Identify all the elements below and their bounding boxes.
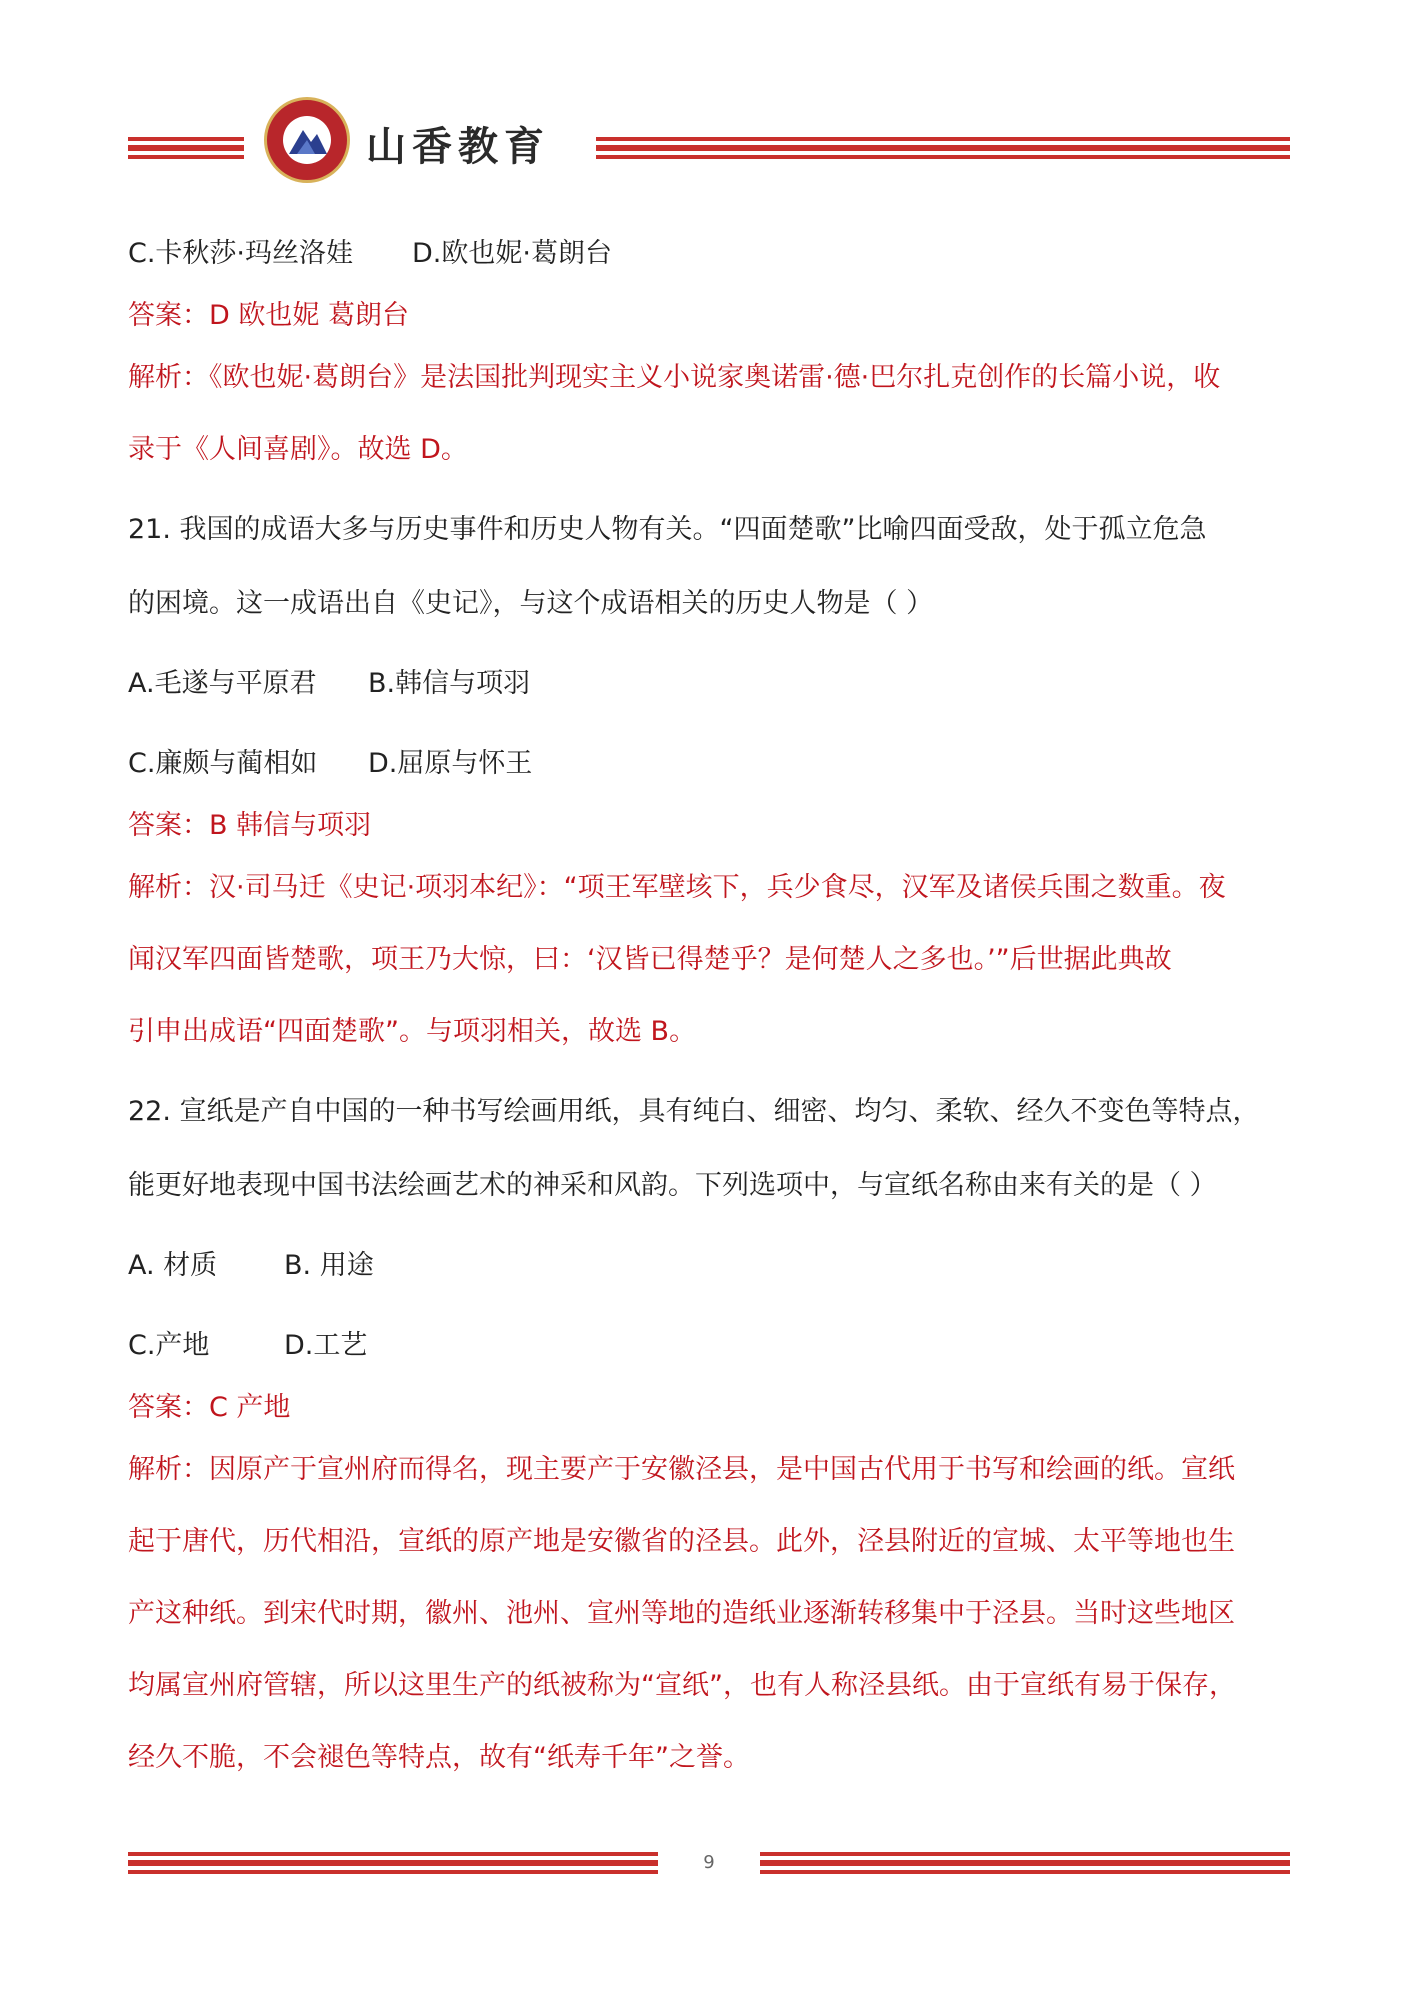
footer-stripes-left (128, 1852, 658, 1878)
page-content (128, 222, 1290, 1778)
q20-explanation-line-1: 解析：《欧也妮·葛朗台》是法国批判现实主义小说家奥诺雷·德·巴尔扎克创作的长篇小说，收 (128, 362, 1221, 393)
header-stripes-left (128, 137, 244, 163)
q22-explanation-line-4: 均属宣州府管辖，所以这里生产的纸被称为“宣纸”，也有人称泾县纸。由于宣纸有易于保存， (128, 1670, 1236, 1701)
q22-explanation-line-1: 解析：因原产于宣州府而得名，现主要产于安徽泾县，是中国古代用于书写和绘画的纸。宣纸 (128, 1454, 1235, 1485)
q20-explanation-line-2: 录于《人间喜剧》。故选 D。 (128, 434, 468, 465)
q20-options-cd (128, 234, 1290, 274)
brand-seal-logo (264, 97, 350, 183)
brand-name: 山香教育 (366, 123, 550, 170)
q21-question-line-2: 的困境。这一成语出自《史记》，与这个成语相关的历史人物是（ ） (128, 588, 934, 619)
page-header (128, 95, 1290, 185)
q20-option-c: C.卡秋莎·玛丝洛娃 (128, 238, 354, 269)
q20-answer: 答案：D 欧也妮 葛朗台 (128, 300, 409, 331)
q21-answer: 答案：B 韩信与项羽 (128, 810, 372, 841)
header-stripes-right (596, 137, 1290, 163)
q22-answer: 答案：C 产地 (128, 1392, 291, 1423)
q20-option-d: D.欧也妮·葛朗台 (412, 238, 612, 269)
q21-options-ab (128, 664, 1290, 704)
q22-options-ab (128, 1246, 1290, 1286)
q21-explanation-line-1: 解析：汉·司马迁《史记·项羽本纪》：“项王军壁垓下，兵少食尽，汉军及诸侯兵围之数重。夜 (128, 872, 1226, 903)
q21-explanation-line-3: 引申出成语“四面楚歌”。与项羽相关，故选 B。 (128, 1016, 697, 1047)
page-number: 9 (703, 1852, 715, 1873)
q21-options-cd (128, 744, 1290, 784)
q22-option-c: C.产地 (128, 1330, 210, 1361)
footer-stripes-right (760, 1852, 1290, 1878)
q22-question-line-1: 22. 宣纸是产自中国的一种书写绘画用纸，具有纯白、细密、均匀、柔软、经久不变色等特点， (128, 1096, 1260, 1127)
q22-option-d: D.工艺 (284, 1330, 368, 1361)
page-footer (128, 1852, 1290, 1882)
q22-option-b: B. 用途 (284, 1250, 374, 1281)
q21-explanation-line-2: 闻汉军四面皆楚歌，项王乃大惊，曰：‘汉皆已得楚乎？是何楚人之多也。’”后世据此典故 (128, 944, 1172, 975)
q21-question-line-1: 21. 我国的成语大多与历史事件和历史人物有关。“四面楚歌”比喻四面受敌，处于孤立危急 (128, 514, 1207, 545)
q22-explanation-line-3: 产这种纸。到宋代时期，徽州、池州、宣州等地的造纸业逐渐转移集中于泾县。当时这些地区 (128, 1598, 1235, 1629)
q22-option-a: A. 材质 (128, 1250, 218, 1281)
q22-options-cd (128, 1326, 1290, 1366)
q21-option-d: D.屈原与怀王 (368, 748, 533, 779)
q21-option-c: C.廉颇与蔺相如 (128, 748, 318, 779)
q22-explanation-line-2: 起于唐代，历代相沿，宣纸的原产地是安徽省的泾县。此外，泾县附近的宣城、太平等地也生 (128, 1526, 1235, 1557)
q22-explanation-line-5: 经久不脆，不会褪色等特点，故有“纸寿千年”之誉。 (128, 1742, 750, 1773)
q21-option-b: B.韩信与项羽 (368, 668, 531, 699)
q21-option-a: A.毛遂与平原君 (128, 668, 317, 699)
q22-question-line-2: 能更好地表现中国书法绘画艺术的神采和风韵。下列选项中，与宣纸名称由来有关的是（ ） (128, 1170, 1217, 1201)
